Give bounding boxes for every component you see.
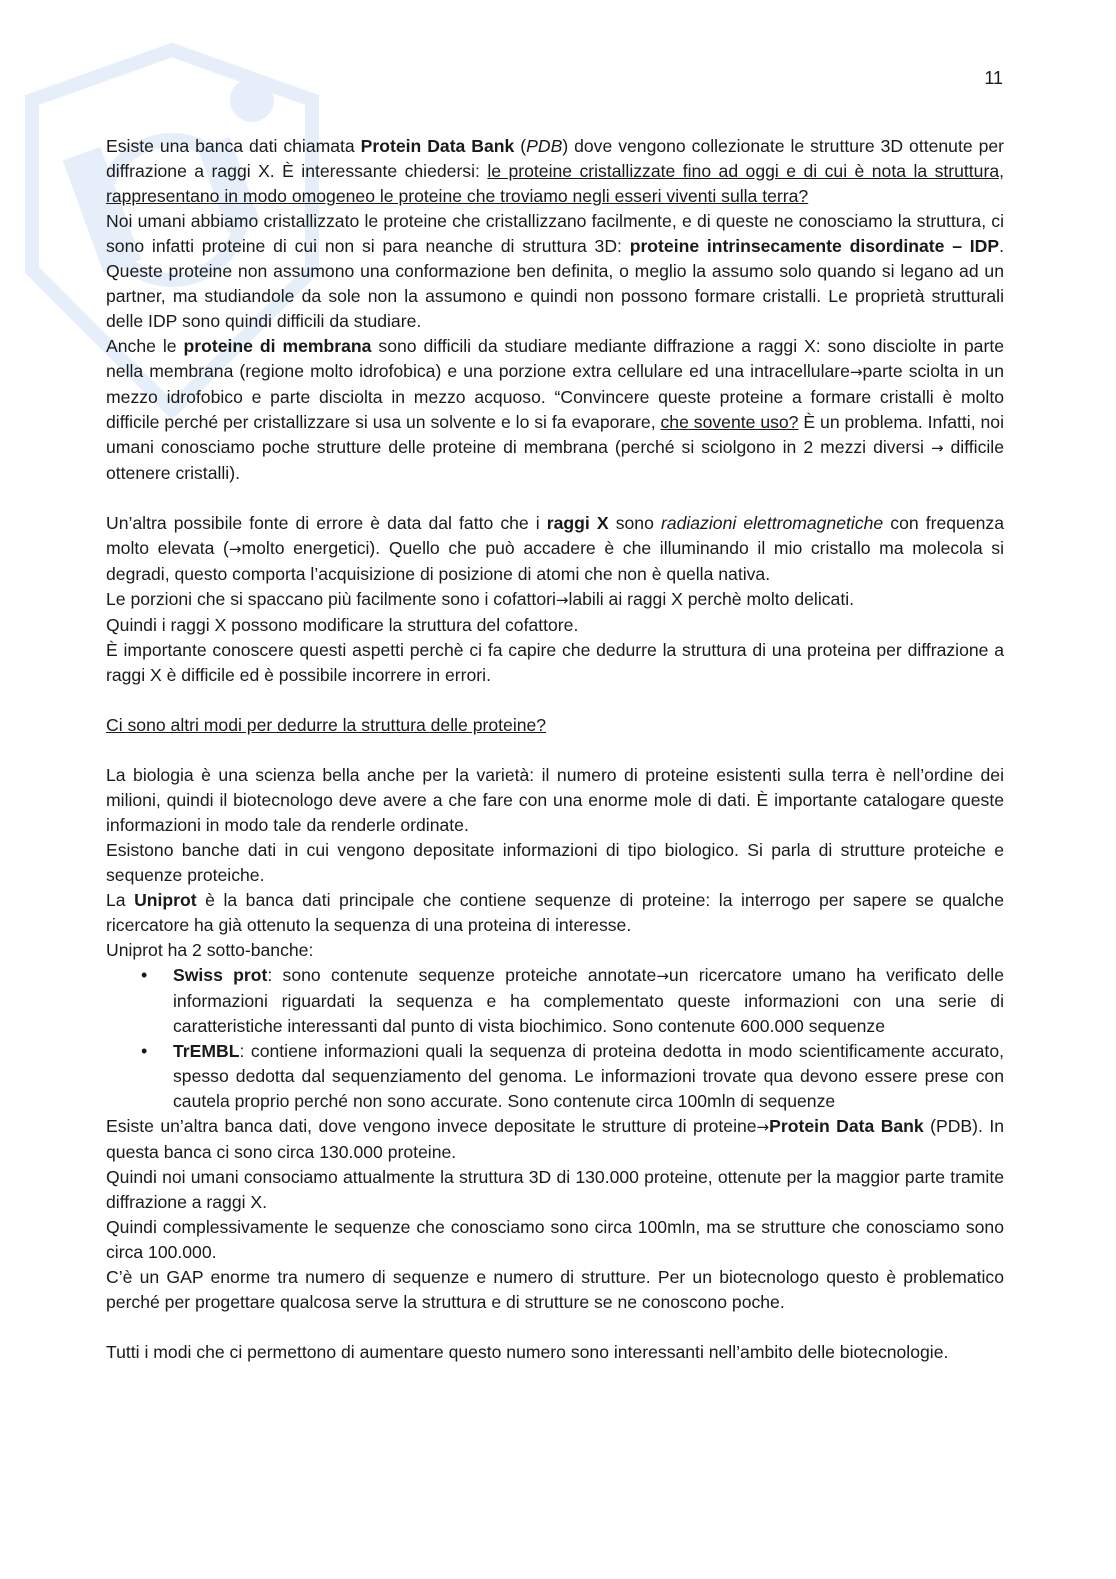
- arrow-icon: →: [228, 540, 242, 558]
- paragraph-conclusion: Tutti i modi che ci permettono di aumentare questo numero sono interessanti nell’ambito delle biotecnologie.: [106, 1342, 949, 1362]
- subbank-list: [106, 963, 1004, 1114]
- paragraph-biology-variety: La biologia è una scienza bella anche per la varietà: il numero di proteine esistenti sulla terra è nell’ordine dei milioni, quindi il biotecnologo deve avere a che fare con una enorme mole di dati. È importante catalogare queste informazioni in modo tale da renderle ordinate.: [106, 765, 1004, 835]
- paragraph-idp: Noi umani abbiamo cristallizzato le proteine che cristallizzano facilmente, e di queste ne conosciamo la struttura, ci sono infatti proteine di cui non si para neanche di struttura 3D: proteine intrinsecamente disordinate – IDP. Queste proteine non assumono una conformazione ben definita, o meglio la assumo solo quando si legano ad un partner, ma studiandole da sole non la assumono e quindi non possono formare cristalli. Le proprietà strutturali delle IDP sono quindi difficili da studiare.: [106, 211, 1004, 331]
- paragraph-importance: È importante conoscere questi aspetti perchè ci fa capire che dedurre la struttura di una proteina per diffrazione a raggi X è difficile ed è possibile incorrere in errori.: [106, 640, 1004, 685]
- underlined-phrase: che sovente uso?: [660, 412, 799, 432]
- term-idp: proteine intrinsecamente disordinate – IDP: [629, 236, 1000, 256]
- paragraph-pdb-structures: Esiste un’altra banca dati, dove vengono invece depositate le strutture di proteine→Protein Data Bank (PDB). In questa banca ci sono circa 130.000 proteine.: [106, 1116, 1004, 1162]
- term-protein-data-bank: Protein Data Bank: [360, 136, 515, 156]
- arrow-icon: →: [656, 967, 669, 985]
- term-swiss-prot: Swiss prot: [173, 965, 268, 985]
- paragraph-gap: C’è un GAP enorme tra numero di sequenze e numero di strutture. Per un biotecnologo questo è problematico perché per progettare qualcosa serve la struttura e di strutture se ne conoscono poche.: [106, 1267, 1004, 1312]
- paragraph-sequences-count: Quindi complessivamente le sequenze che conosciamo sono circa 100mln, ma se strutture che conosciamo sono circa 100.000.: [106, 1217, 1004, 1262]
- term-uniprot: Uniprot: [134, 890, 197, 910]
- paragraph-xray-error: Un’altra possibile fonte di errore è data dal fatto che i raggi X sono radiazioni elettromagnetiche con frequenza molto elevata (→molto energetici). Quello che può accadere è che illuminando il mio cristallo ma molecola si degradi, questo comporta l’acquisizione di posizione di atomi che non è quella nativa.: [106, 513, 1005, 584]
- paragraph-cofactor-modify: Quindi i raggi X possono modificare la struttura del cofattore.: [106, 615, 579, 635]
- paragraph-membrane-proteins: Anche le proteine di membrana sono difficili da studiare mediante diffrazione a raggi X: sono disciolte in parte nella membrana (regione molto idrofobica) e una porzione extra cellulare ed una intracellulare→parte sciolta in un mezzo idrofobico e parte disciolta in mezzo acquoso. “Convincere queste proteine a formare cristalli è molto difficile perché per cristallizzare si usa un solvente e lo si fa evaporare, che sovente uso? È un problema. Infatti, noi umani conosciamo poche strutture delle proteine di membrana (perché si sciolgono in 2 mezzi diversi → difficile ottenere cristalli).: [106, 336, 1005, 483]
- paragraph-pdb-intro: Esiste una banca dati chiamata Protein Data Bank (PDB) dove vengono collezionate le strutture 3D ottenute per diffrazione a raggi X. È interessante chiedersi: le proteine cristallizzate fino ad oggi e di cui è nota la struttura, rappresentano in modo omogeneo le proteine che troviamo negli esseri viventi sulla terra?: [106, 136, 1004, 206]
- term-radiazioni: radiazioni elettromagnetiche: [660, 513, 884, 533]
- section-question: Ci sono altri modi per dedurre la struttura delle proteine?: [106, 715, 547, 735]
- body-text: [106, 134, 1004, 1365]
- paragraph-known-structures: Quindi noi umani consociamo attualmente la struttura 3D di 130.000 proteine, ottenute per la maggior parte tramite diffrazione a raggi X.: [106, 1167, 1004, 1212]
- paragraph-databases: Esistono banche dati in cui vengono depositate informazioni di tipo biologico. Si parla di strutture proteiche e sequenze proteiche.: [106, 840, 1004, 885]
- paragraph-uniprot-subbanks: Uniprot ha 2 sotto-banche:: [106, 940, 314, 960]
- term-protein-data-bank: Protein Data Bank: [769, 1116, 924, 1136]
- term-proteine-di-membrana: proteine di membrana: [183, 336, 372, 356]
- arrow-icon: →: [849, 363, 863, 381]
- arrow-icon: →: [756, 1118, 770, 1136]
- paragraph-cofactors: Le porzioni che si spaccano più facilmente sono i cofattori→labili ai raggi X perchè molto delicati.: [106, 589, 855, 609]
- term-raggi-x: raggi X: [546, 513, 609, 533]
- list-item: • TrEMBL: contiene informazioni quali la sequenza di proteina dedotta in modo scientificamente accurato, spesso dedotta dal sequenziamento del genoma. Le informazioni trovate qua devono essere prese con cautela proprio perché non sono accurate. Sono contenute circa 100mln di sequenze: [106, 1039, 1004, 1114]
- list-item: • Swiss prot: sono contenute sequenze proteiche annotate→un ricercatore umano ha verificato delle informazioni riguardati la sequenza e ha complementato queste informazioni con una serie di caratteristiche interessanti dal punto di vista biochimico. Sono contenute 600.000 sequenze: [106, 963, 1004, 1039]
- paragraph-uniprot: La Uniprot è la banca dati principale che contiene sequenze di proteine: la interrogo per sapere se qualche ricercatore ha già ottenuto la sequenza di una proteina di interesse.: [106, 890, 1004, 935]
- term-pdb: PDB: [526, 136, 563, 156]
- page-number: 11: [984, 68, 1003, 88]
- arrow-icon: →: [555, 591, 569, 609]
- arrow-icon: →: [930, 439, 944, 457]
- term-trembl: TrEMBL: [173, 1041, 240, 1061]
- question-underlined: le proteine cristallizzate fino ad oggi e di cui è nota la struttura, rappresentano in modo omogeneo le proteine che troviamo negli esseri viventi sulla terra?: [106, 161, 1004, 206]
